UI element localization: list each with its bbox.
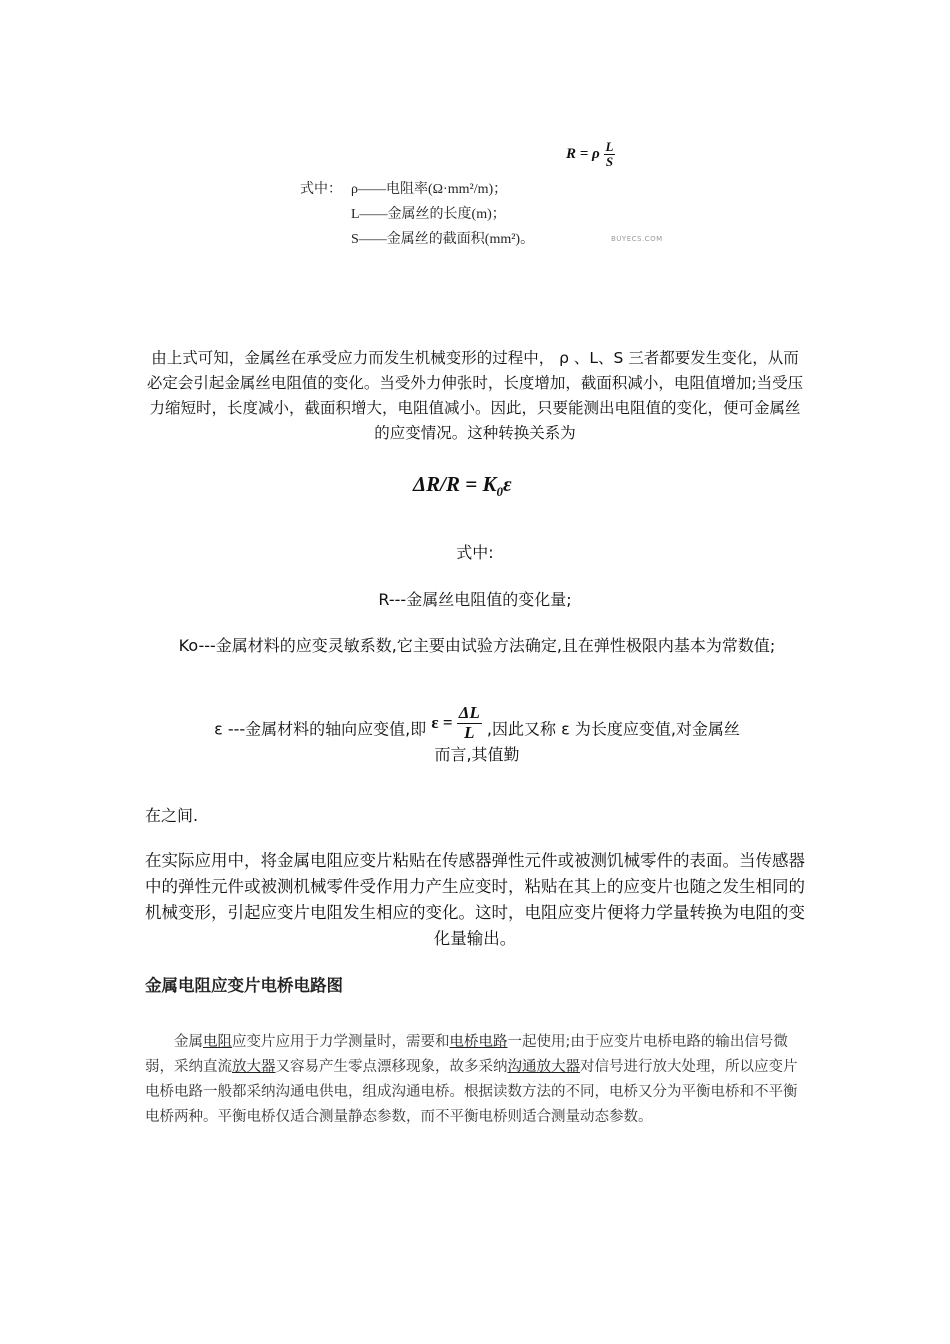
- def-r: R---金属丝电阻值的变化量;: [378, 590, 572, 609]
- eps-lhs: ε =: [431, 713, 453, 733]
- eps-formula: [431, 704, 482, 742]
- fraction-denominator: S: [605, 154, 614, 170]
- formula-gauge-factor: [413, 472, 512, 500]
- paragraph-application: 在实际应用中，将金属电阻应变片粘贴在传感器弹性元件或被测饥械零件的表面。当传感器中的弹性元件或被测机械零件受作用力产生应变时，粘贴在其上的应变片也随之发生相同的机械变形，引起应变片电阻发生相应的变化。这时，电阻应变片便将力学量转换为电阻的变化量输出。: [145, 851, 805, 948]
- scan-label: 式中：: [300, 182, 342, 197]
- eps-line2: 而言,其值勤: [434, 745, 520, 765]
- p3-text-4: 又容易产生零点漂移现象，故多采纳: [275, 1059, 508, 1075]
- scan-l-def: L——金属丝的长度(m)；: [351, 207, 506, 222]
- p3-text-2: 应变片应用于力学测量时，需要和: [232, 1034, 450, 1050]
- link-ac-amplifier[interactable]: 沟通放大器: [507, 1059, 580, 1075]
- link-amplifier[interactable]: 放大器: [232, 1059, 276, 1075]
- link-bridge-circuit[interactable]: 电桥电路: [449, 1034, 508, 1050]
- paragraph-strain-explanation: 由上式可知，金属丝在承受应力而发生机械变形的过程中， ρ 、L、S 三者都要发生变化，从而必定会引起金属丝电阻值的变化。当受外力伸张时，长度增加，截面积减小，电阻值增加;当受压力缩短时，长度减小，截面积增大，电阻值减小。因此，只要能测出电阻值的变化，便可金属丝的应变情况。这种转换关系为: [146, 349, 804, 442]
- formula-gauge-tail: ε: [503, 472, 512, 496]
- scan-s-def: S——金属丝的截面积(mm²)。: [351, 232, 535, 247]
- defs-label: 式中:: [456, 543, 494, 562]
- formula-fraction: [604, 140, 616, 170]
- eps-pre: ε ---金属材料的轴向应变值,即: [214, 719, 427, 739]
- formula-gauge-text: ΔR/R = K: [413, 472, 497, 496]
- formula-lhs: R = ρ: [566, 146, 600, 163]
- eps-fraction: [457, 704, 482, 742]
- scan-rho-def: ρ——电阻率(Ω·mm²/m)；: [351, 182, 508, 197]
- scan-formula-r: [566, 140, 615, 170]
- section-heading: 金属电阻应变片电桥电路图: [145, 976, 343, 995]
- fraction-numerator: L: [605, 139, 614, 154]
- def-k: Ko---金属材料的应变灵敏系数,它主要由试验方法确定,且在弹性极限内基本为常数值;: [178, 636, 776, 655]
- formula-gauge-sub: 0: [496, 484, 503, 500]
- paragraph-bridge-circuit: [145, 1030, 807, 1130]
- eps-denominator: L: [464, 722, 475, 742]
- p3-text-1: 金属: [174, 1034, 203, 1050]
- eps-numerator: ΔL: [458, 703, 480, 722]
- p3-text-5: 对信号进行放大处理，所以应变片电桥电路一般都采纳沟通电供电，组成沟通电桥。根据读数方法的不同，电桥又分为平衡电桥和不平衡电桥两种。平衡电桥仅适合测量静态参数，而不平衡电桥则适合测量动态参数。: [145, 1059, 798, 1125]
- p3-text-3: 一起使用;由于应变片电桥电路的输出信号微弱，采纳直流: [145, 1034, 788, 1075]
- eps-post: ,因此又称 ε 为长度应变值,对金属丝: [486, 719, 740, 739]
- def-epsilon: [145, 704, 809, 768]
- def-between: 在之间.: [145, 806, 199, 825]
- scan-watermark: BUYECS.COM: [611, 235, 663, 243]
- link-resistor[interactable]: 电阻: [203, 1034, 232, 1050]
